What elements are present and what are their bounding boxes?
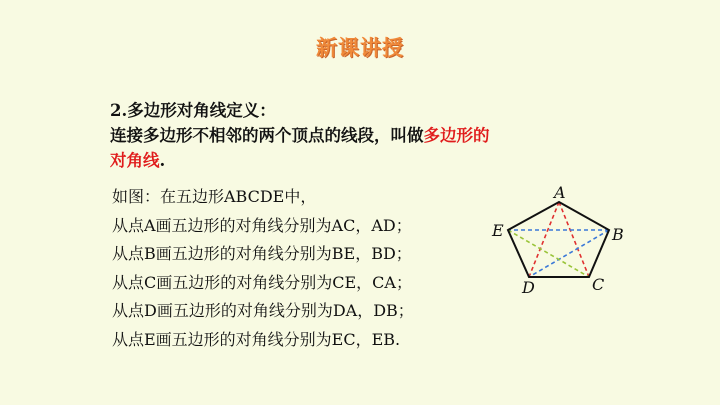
example-line-a: 从点A画五边形的对角线分别为AC，AD； [112,215,412,235]
definition-text-2 [110,148,630,173]
diagonal-ec [508,230,589,277]
definition-heading: 2.多边形对角线定义： [110,101,276,120]
vertex-label-d: D [522,278,535,295]
example-line-intro: 如图：在五边形ABCDE中， [112,187,317,206]
example-line-c: 从点C画五边形的对角线分别为CE，CA； [112,272,412,292]
example-block [112,183,532,354]
definition-prefix: 连接多边形不相邻的两个顶点的线段，叫做 [110,126,424,145]
definition-block [110,98,630,173]
diagonal-ac [559,202,589,277]
diagonal-ad [529,202,559,277]
diagonal-bd [529,230,609,277]
vertex-label-a: A [554,183,566,202]
vertex-label-c: C [592,275,605,294]
definition-term-1: 多边形的 [423,126,490,145]
vertex-label-b: B [612,225,624,244]
definition-text [110,123,630,148]
example-line-b: 从点B画五边形的对角线分别为BE，BD； [112,244,412,263]
definition-term-2: 对角线 [110,151,160,170]
example-line-d: 从点D画五边形的对角线分别为DA，DB； [112,301,414,320]
example-line-e: 从点E画五边形的对角线分别为EC，EB. [112,329,401,349]
pentagon-figure [490,180,630,295]
vertex-label-e: E [492,221,504,240]
definition-end: . [159,151,166,170]
slide-title: 新课讲授 [316,36,404,60]
